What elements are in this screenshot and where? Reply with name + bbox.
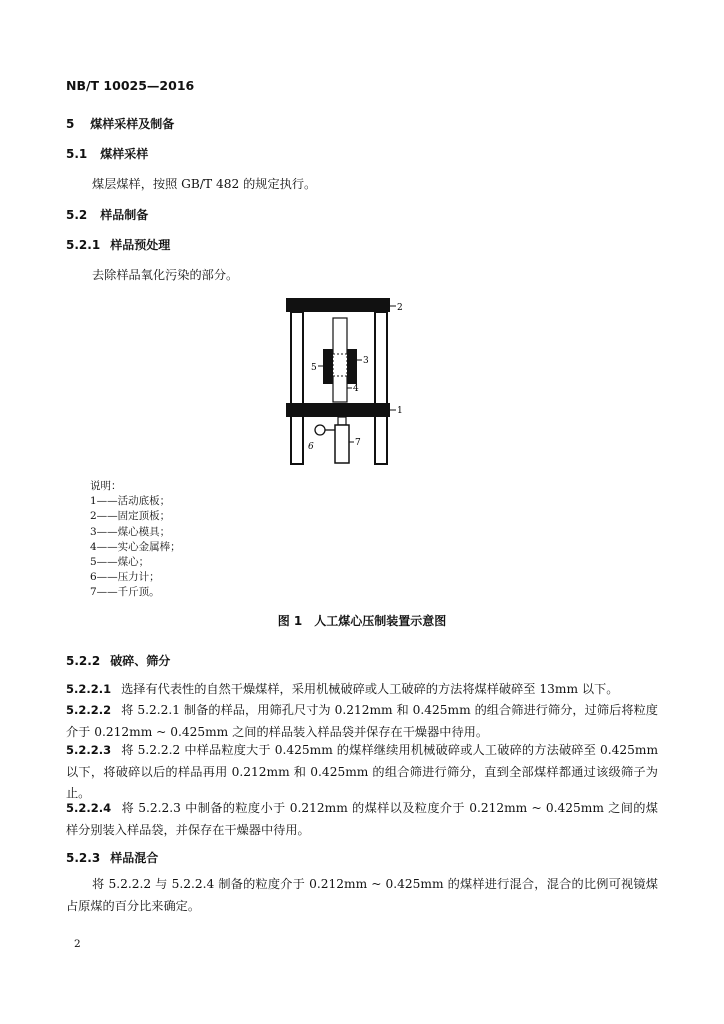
section-5-1-heading [66, 145, 148, 162]
legend-item: 7——千斤顶。 [90, 586, 160, 599]
section-title: 样品预处理 [110, 238, 171, 252]
section-5-2-3-heading [66, 849, 158, 866]
callout-7: 7 [355, 438, 361, 448]
fixed-top-plate [286, 298, 390, 312]
callout-2: 2 [397, 303, 403, 313]
jack-top [338, 417, 346, 425]
section-title: 煤样采样 [100, 147, 149, 161]
section-5-2-heading [66, 206, 148, 223]
legend-item: 4——实心金属棒； [90, 540, 181, 553]
section-number: 5.2 [66, 208, 88, 222]
clause-text: 将 5.2.2.3 中制备的粒度小于 0.212mm 的煤样以及粒度介于 0.212mm ~ 0.425mm 之间的煤样分别装入样品袋，并保存在干燥器中待用。 [66, 801, 658, 837]
callout-5: 5 [311, 363, 317, 373]
section-number: 5.1 [66, 147, 88, 161]
clause-number: 5.2.2.1 [66, 682, 112, 696]
section-number: 5.2.2 [66, 654, 101, 668]
legend-item: 6——压力计； [90, 571, 160, 584]
legend-item: 2——固定顶板； [90, 510, 171, 523]
callout-1: 1 [397, 406, 403, 416]
callout-4: 4 [353, 384, 359, 394]
section-number: 5.2.3 [66, 851, 101, 865]
section-title: 样品混合 [110, 851, 159, 865]
left-column [291, 312, 303, 464]
coal-core-press-diagram [270, 290, 420, 470]
coal-core-mould-right [347, 349, 357, 384]
clause-number: 5.2.2.3 [66, 743, 112, 757]
coal-core [333, 354, 347, 376]
section-5-heading [66, 115, 174, 132]
page-number: 2 [74, 938, 81, 950]
section-5-2-2-heading [66, 652, 170, 669]
legend-title: 说明： [90, 480, 122, 492]
clause-5-2-2-3 [66, 740, 658, 805]
standard-code-header: NB/T 10025—2016 [66, 78, 195, 93]
section-title: 煤样采样及制备 [90, 117, 175, 131]
section-5-2-1-text: 去除样品氧化污染的部分。 [92, 268, 239, 282]
clause-5-2-2-2 [66, 700, 658, 743]
section-5-1-text: 煤层煤样，按照 GB/T 482 的规定执行。 [92, 177, 317, 191]
section-number: 5 [66, 117, 75, 131]
legend-item: 5——煤心； [90, 556, 150, 569]
clause-5-2-2-1 [66, 679, 658, 701]
movable-bottom-plate [286, 403, 390, 417]
legend-item: 1——活动底板； [90, 495, 171, 508]
coal-core-mould-left [323, 349, 333, 384]
legend-item: 3——煤心模具； [90, 525, 171, 538]
clause-text: 将 5.2.2.1 制备的样品，用筛孔尺寸为 0.212mm 和 0.425mm 的组合筛进行筛分，过筛后将粒度介于 0.212mm ~ 0.425mm 之间的样品装入样品袋并保存在干燥器中待用。 [66, 703, 658, 739]
callout-6: 6 [308, 442, 314, 452]
jack-body [335, 425, 349, 463]
section-5-2-1-heading [66, 236, 170, 253]
pressure-gauge [315, 425, 325, 435]
callout-3: 3 [363, 356, 369, 366]
figure-legend [90, 479, 181, 601]
clause-number: 5.2.2.2 [66, 703, 112, 717]
clause-number: 5.2.2.4 [66, 801, 112, 815]
section-number: 5.2.1 [66, 238, 101, 252]
clause-5-2-2-4 [66, 798, 658, 841]
clause-text: 将 5.2.2.2 中样品粒度大于 0.425mm 的煤样继续用机械破碎或人工破碎的方法破碎至 0.425mm 以下，将破碎以后的样品再用 0.212mm 和 0.425mm 的组合筛进行筛分，直到全部煤样都通过该级筛子为止。 [66, 743, 658, 800]
right-column [375, 312, 387, 464]
clause-text: 选择有代表性的自然干燥煤样，采用机械破碎或人工破碎的方法将煤样破碎至 13mm 以下。 [121, 682, 619, 696]
section-title: 破碎、筛分 [110, 654, 171, 668]
section-title: 样品制备 [100, 208, 149, 222]
figure-caption: 图 1 人工煤心压制装置示意图 [277, 614, 447, 628]
section-5-2-3-text: 将 5.2.2.2 与 5.2.2.4 制备的粒度介于 0.212mm ~ 0.425mm 的煤样进行混合，混合的比例可视镜煤占原煤的百分比来确定。 [66, 877, 658, 913]
